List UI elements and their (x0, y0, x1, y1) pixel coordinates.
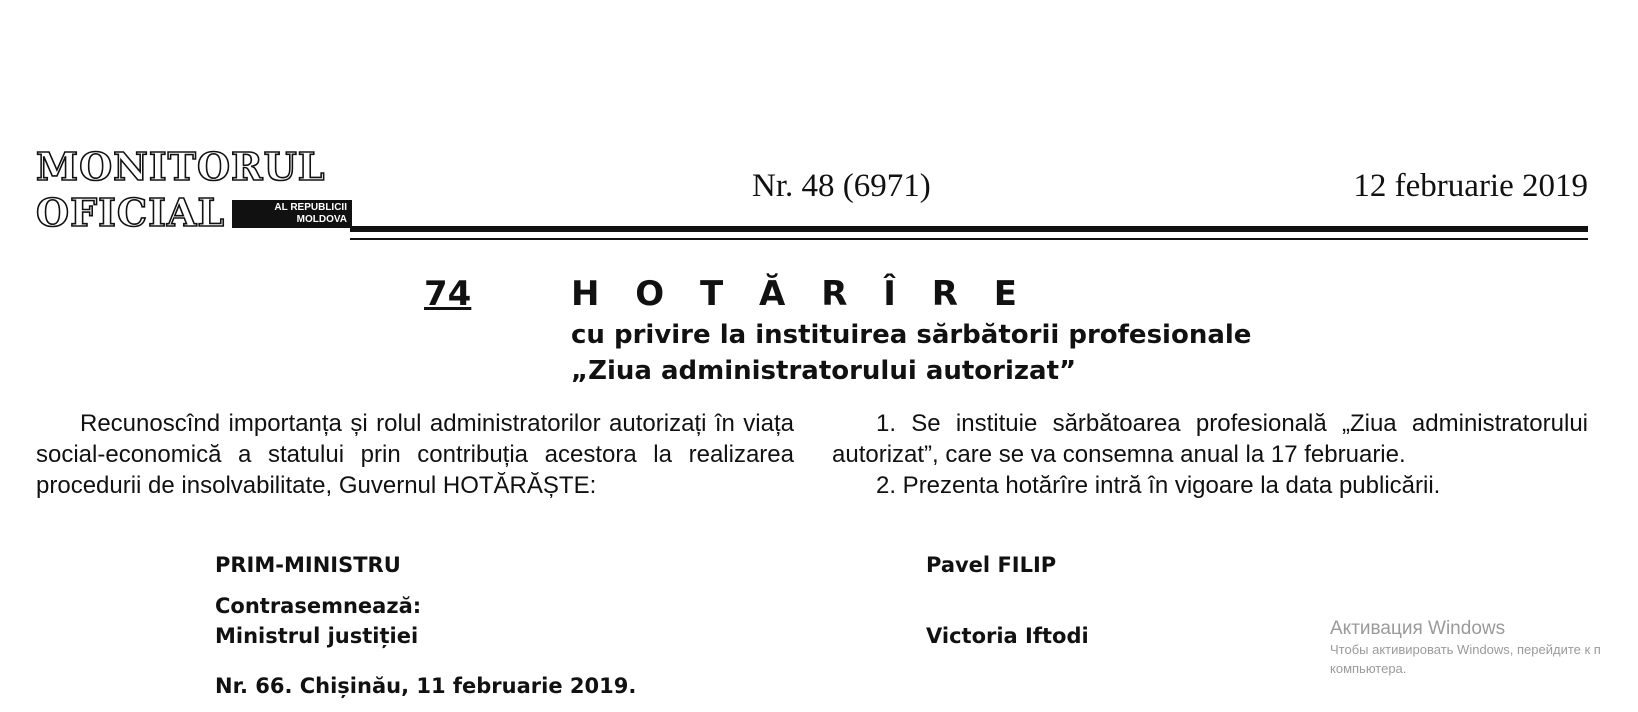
body-left-column (36, 408, 794, 501)
watermark-line1: Чтобы активировать Windows, перейдите к п (1330, 642, 1601, 657)
document-type: H O T Ă R Î R E (571, 274, 1029, 314)
pm-title: PRIM-MINISTRU (215, 553, 401, 577)
logo-line-oficial: OFICIAL (36, 190, 226, 235)
body-right-column (832, 408, 1588, 501)
watermark-title: Активация Windows (1330, 618, 1506, 639)
masthead-logo (36, 144, 347, 238)
masthead-rule-thin (350, 238, 1588, 240)
document-subtitle-line2: „Ziua administratorului autorizat” (571, 356, 1077, 386)
minister-name: Victoria Iftodi (926, 624, 1089, 648)
masthead-rule-thick (350, 226, 1588, 232)
countersign-label: Contrasemnează: (215, 594, 422, 618)
logo-tag (232, 200, 352, 228)
windows-activation-watermark (1330, 618, 1638, 678)
watermark-line2: компьютера. (1330, 661, 1407, 676)
point-2-paragraph: 2. Prezenta hotărîre intră în vigoare la data publicării. (876, 472, 1441, 499)
minister-title: Ministrul justiției (215, 624, 419, 648)
point-1-paragraph: 1. Se instituie sărbătoarea profesională „Ziua administratorului autorizat”, care se va consemna anual la 17 februarie. (832, 410, 1588, 468)
issue-number: Nr. 48 (6971) (752, 168, 931, 204)
logo-tag-line1: AL REPUBLICII (274, 202, 347, 213)
preamble-paragraph: Recunoscînd importanța și rolul administratorilor autorizați în viața social-economică a statului prin contribuția acestora la realizarea procedurii de insolvabilitate, Guvernul HOTĂRĂȘTE: (36, 410, 794, 499)
issue-date: 12 februarie 2019 (1353, 168, 1588, 204)
document-number: 74 (424, 274, 472, 314)
document-reference: Nr. 66. Chișinău, 11 februarie 2019. (215, 674, 637, 698)
logo-line-monitorul: MONITORUL (36, 144, 326, 189)
logo-tag-line2: MOLDOVA (296, 214, 347, 225)
document-subtitle-line1: cu privire la instituirea sărbătorii profesionale (571, 320, 1252, 350)
pm-name: Pavel FILIP (926, 553, 1057, 577)
